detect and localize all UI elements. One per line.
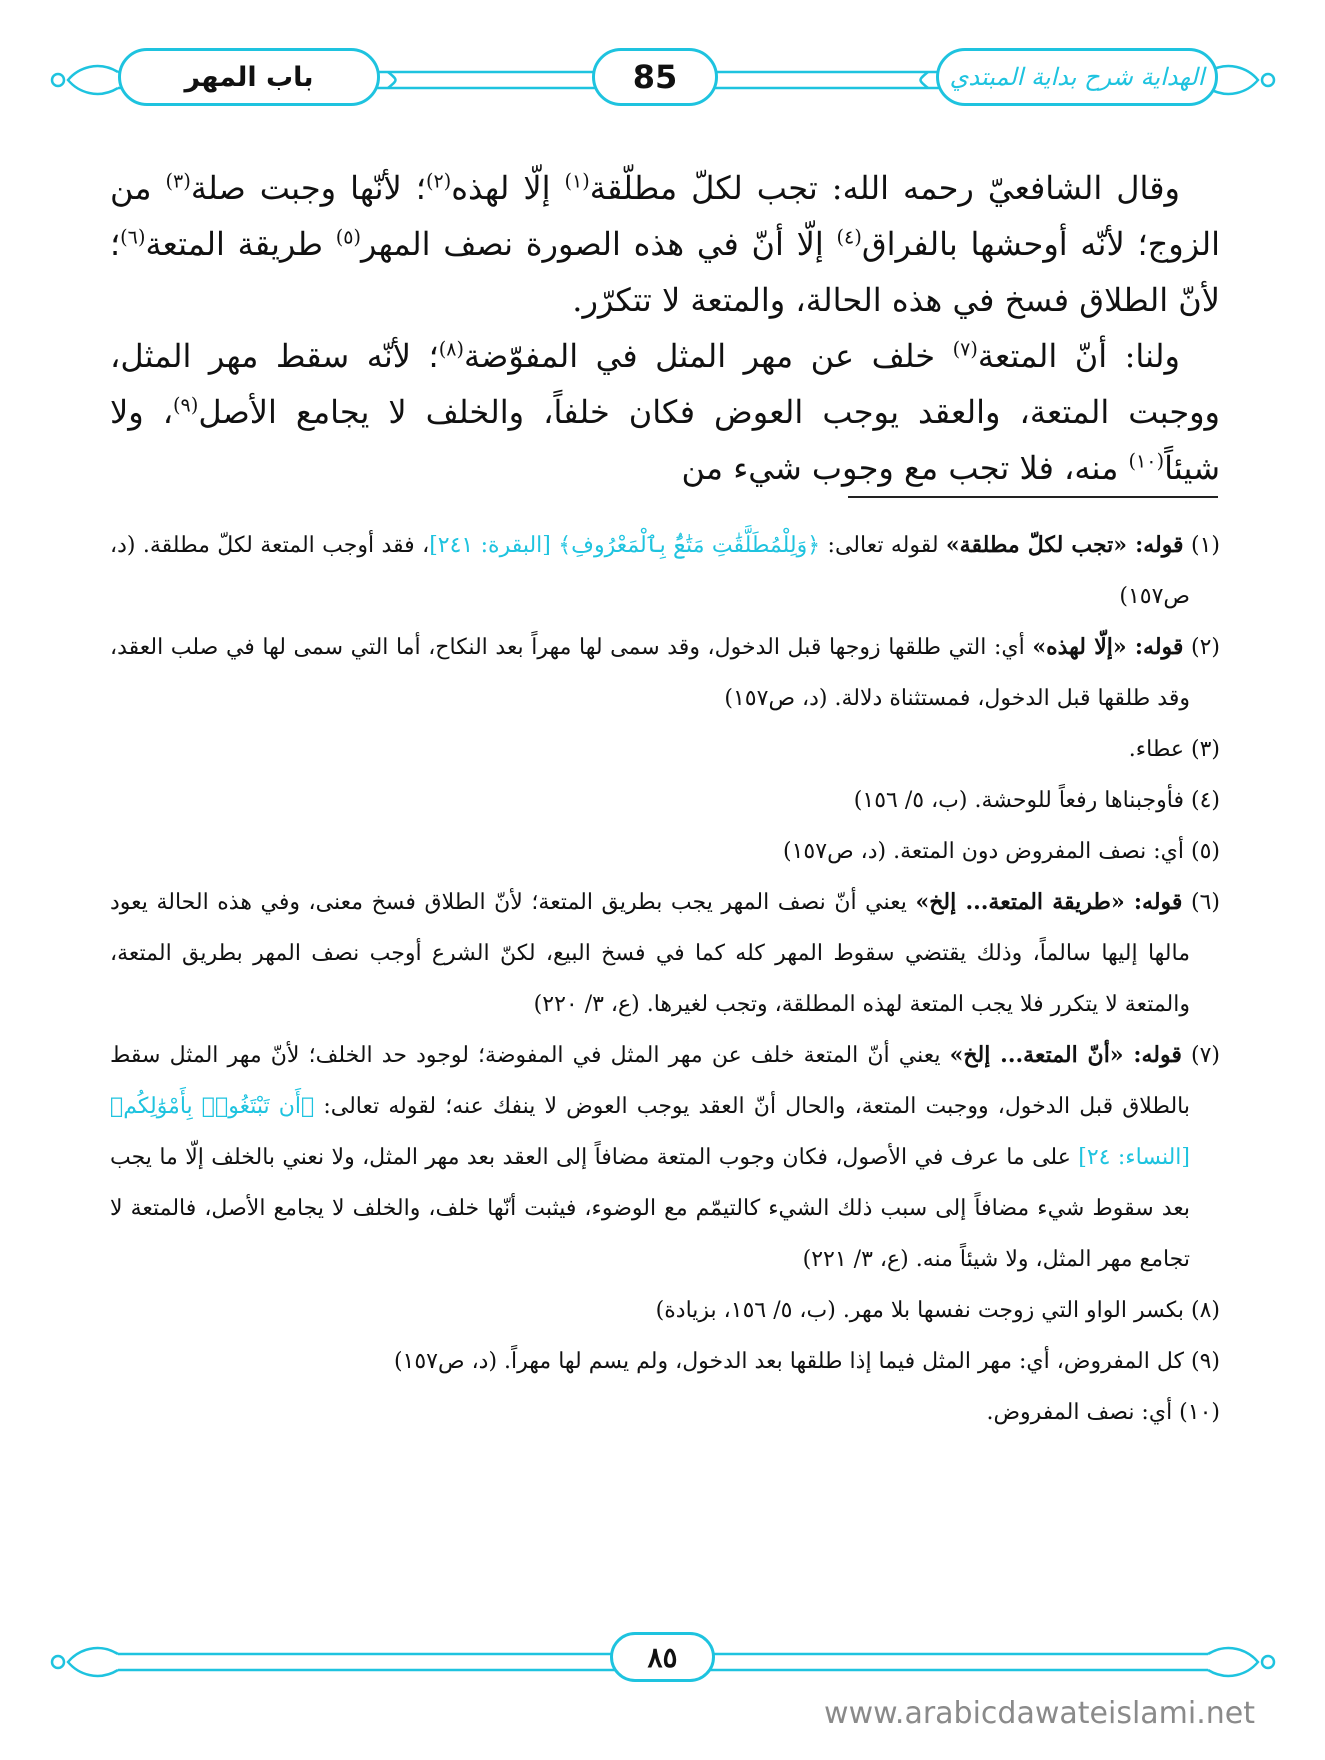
footnote-5 <box>110 826 1220 877</box>
chapter-title: باب المهر <box>118 48 380 106</box>
main-paragraph-1 <box>110 160 1220 328</box>
text-segment: منه، فلا تجب مع وجوب شيء من <box>681 449 1129 487</box>
text-segment: (١) <box>1183 533 1220 558</box>
text-segment: (٥) أي: نصف المفروض دون المتعة. (د، ص١٥٧) <box>783 839 1220 864</box>
page-number-footer: ٨٥ <box>610 1632 715 1682</box>
footnote-6 <box>110 877 1220 1030</box>
footnote-2 <box>110 622 1220 724</box>
quran-quote: ﴿وَلِلْمُطَلَّقَٰتِ مَتَٰعٌۢ بِٱلْمَعْرُوفِ﴾ [البقرة: ٢٤١] <box>429 533 821 558</box>
text-segment: ، ولا شيئاً <box>110 393 1220 487</box>
footnote-9 <box>110 1336 1220 1387</box>
footnote-lemma: قوله: «إلّا لهذه» <box>1032 634 1184 660</box>
text-segment: (٣) عطاء. <box>1128 737 1220 762</box>
footnote-ref: (٦) <box>120 225 146 249</box>
text-segment: أي: التي طلقها زوجها قبل الدخول، وقد سمى لها مهراً بعد النكاح، أما التي سمى لها في صلب العقد، وقد طلقها قبل الدخول، فمستثناة دلالة. (د، ص١٥٧) <box>110 635 1190 711</box>
footnote-ref: (٢) <box>425 169 452 193</box>
text-segment: ولنا: أنّ المتعة <box>977 337 1181 375</box>
page-header <box>0 0 1325 160</box>
footnote-ref: (١) <box>564 169 590 193</box>
footnote-7 <box>110 1030 1220 1285</box>
footnote-ref: (٩) <box>173 393 199 417</box>
text-segment: (٤) فأوجبناها رفعاً للوحشة. (ب، ٥/ ١٥٦) <box>853 788 1220 813</box>
page-number-header: 85 <box>592 48 718 106</box>
text-segment: (٧) <box>1181 1043 1220 1068</box>
text-segment: يعني أنّ المتعة خلف عن مهر المثل في المفوضة؛ لوجود حد الخلف؛ لأنّ مهر المثل سقط بالطلاق قبل الدخول، ووجبت المتعة، والحال أنّ العقد يوجب العوض لا ينفك عنه؛ لقوله تعالى: <box>110 1043 1190 1119</box>
footnote-separator <box>848 496 1218 498</box>
text-segment: من الزوج؛ لأنّه أوحشها بالفراق <box>110 169 1221 263</box>
text-segment: إلّا لهذه <box>451 169 565 207</box>
book-title-logo: الهداية شرح بداية المبتدي <box>936 48 1218 106</box>
footnote-ref: (٤) <box>836 225 862 249</box>
text-segment: (٢) <box>1183 635 1221 660</box>
text-segment: طريقة المتعة <box>145 225 336 263</box>
footnote-8 <box>110 1285 1220 1336</box>
text-segment: وقال الشافعيّ رحمه الله: تجب لكلّ مطلّقة <box>589 169 1181 207</box>
text-segment: يعني أنّ نصف المهر يجب بطريق المتعة؛ لأنّ الطلاق فسخ معنى، وفي هذه الحالة يعود مالها إليها سالماً، وذلك يقتضي سقوط المهر كله كما في فسخ البيع، لكنّ الشرع أوجب نصف المهر بطريق المتعة، والمتعة لا يتكرر فلا يجب المتعة لهذه المطلقة، وتجب لغيرها. (ع، ٣/ ٢٢٠) <box>110 890 1190 1017</box>
footnote-1 <box>110 520 1220 622</box>
website-url: www.arabicdawateislami.net <box>824 1696 1255 1731</box>
footnote-ref: (٧) <box>952 337 978 361</box>
footnote-ref: (٣) <box>165 169 191 193</box>
footnote-ref: (١٠) <box>1128 449 1165 473</box>
text-segment: خلف عن مهر المثل في المفوّضة <box>464 337 953 375</box>
text-segment: إلّا أنّ في هذه الصورة نصف المهر <box>361 225 837 263</box>
footnote-3 <box>110 724 1220 775</box>
footnote-ref: (٥) <box>335 225 362 249</box>
footnote-ref: (٨) <box>438 337 464 361</box>
text-segment: ؛ لأنّها وجبت صلة <box>190 169 426 207</box>
text-segment: (١٠) أي: نصف المفروض. <box>986 1400 1220 1425</box>
main-text <box>110 160 1220 496</box>
text-segment: لقوله تعالى: <box>820 533 946 558</box>
text-segment: (٨) بكسر الواو التي زوجت نفسها بلا مهر. (ب، ٥/ ١٥٦، بزيادة) <box>655 1298 1220 1323</box>
quran-quote: ﴿أَن تَبْتَغُوا۟ بِأَمْوَٰلِكُم﴾ [النساء: ٢٤] <box>110 1094 1190 1170</box>
text-segment: على ما عرف في الأصول، فكان وجوب المتعة مضافاً إلى العقد بعد مهر المثل، ولا نعني بالخلف إلّا ما يجب بعد سقوط شيء مضافاً إلى سبب ذلك الشيء كالتيمّم مع الوضوء، فيثبت أنّها خلف، والخلف لا يجامع الأصل، فالمتعة لا تجامع مهر المثل، ولا شيئاً منه. (ع، ٣/ ٢٢١) <box>110 1145 1190 1272</box>
footnote-lemma: قوله: «طريقة المتعة... إلخ» <box>915 889 1183 915</box>
text-segment: ؛ لأنّه سقط مهر المثل، ووجبت المتعة، والعقد يوجب العوض فكان خلفاً، والخلف لا يجامع الأصل <box>110 337 1221 431</box>
footnote-10 <box>110 1387 1220 1438</box>
text-segment: ؛ لأنّ الطلاق فسخ في هذه الحالة، والمتعة لا تتكرّر. <box>110 225 1220 319</box>
footnote-lemma: قوله: «تجب لكلّ مطلقة» <box>945 532 1184 558</box>
main-paragraph-2 <box>110 328 1220 496</box>
text-segment: (٩) كل المفروض، أي: مهر المثل فيما إذا طلقها بعد الدخول، ولم يسم لها مهراً. (د، ص١٥٧) <box>393 1349 1220 1374</box>
footnotes <box>110 520 1220 1438</box>
footnote-4 <box>110 775 1220 826</box>
footnote-lemma: قوله: «أنّ المتعة... إلخ» <box>949 1042 1182 1068</box>
text-segment: (٦) <box>1182 890 1221 915</box>
text-segment: ، فقد أوجب المتعة لكلّ مطلقة. (د، ص١٥٧) <box>110 533 1190 609</box>
